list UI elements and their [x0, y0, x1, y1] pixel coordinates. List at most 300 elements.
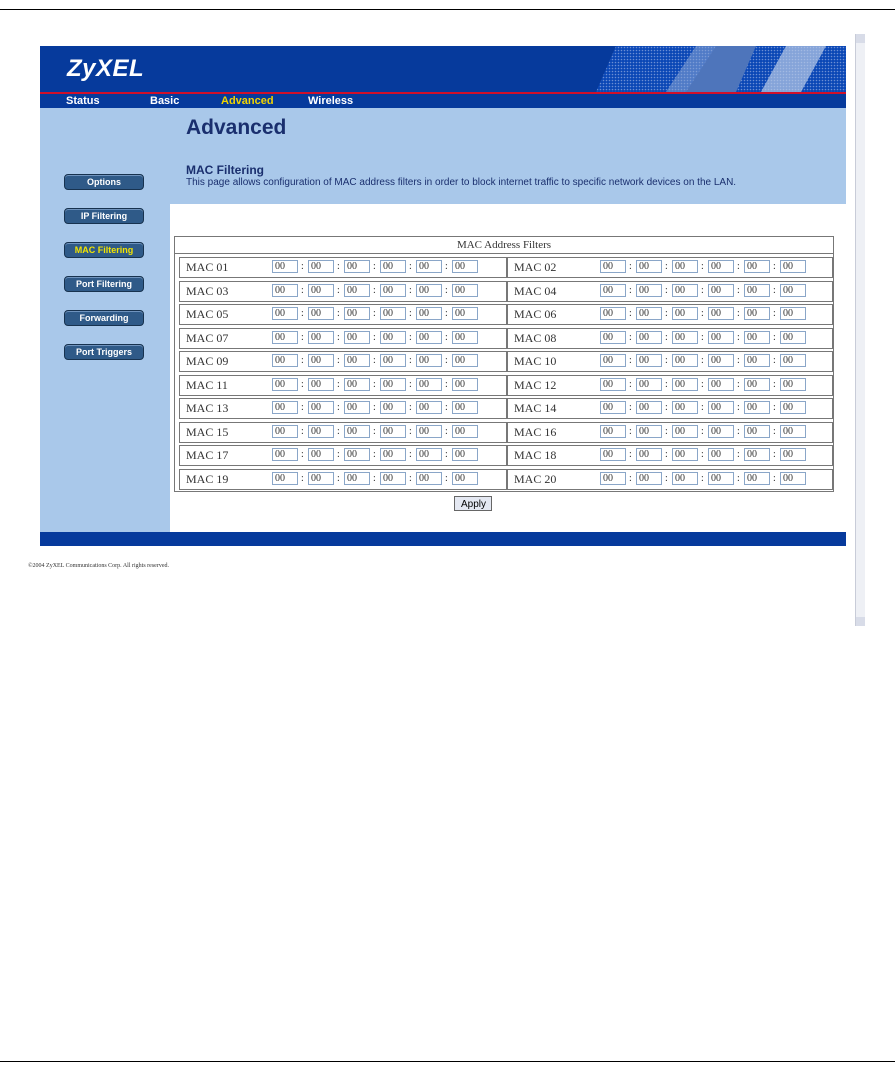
- mac-octet-input[interactable]: [308, 378, 334, 391]
- octet-separator: :: [409, 472, 412, 484]
- mac-octet-input[interactable]: [780, 378, 806, 391]
- mac-octet-input[interactable]: [636, 307, 662, 320]
- octet-separator: :: [301, 355, 304, 366]
- octet-separator: :: [373, 355, 376, 366]
- mac-octet-input[interactable]: [672, 472, 698, 485]
- octet-separator: :: [301, 284, 304, 296]
- octet-separator: :: [409, 425, 412, 437]
- mac-octet-input[interactable]: [416, 354, 442, 367]
- octet-separator: :: [301, 261, 304, 272]
- sidebar: [40, 108, 170, 532]
- octet-separator: :: [337, 355, 340, 366]
- octet-separator: :: [445, 284, 448, 296]
- table-row: [179, 328, 831, 349]
- mac-octet-input[interactable]: [380, 284, 406, 297]
- mac-octet-input[interactable]: [272, 425, 298, 438]
- mac-octet-input[interactable]: [708, 378, 734, 391]
- octet-separator: :: [373, 284, 376, 296]
- octet-separator: :: [301, 308, 304, 319]
- mac-entry: [179, 422, 507, 443]
- octet-separator: :: [701, 472, 704, 484]
- mac-octet-input[interactable]: [672, 354, 698, 367]
- mac-label: MAC 09: [186, 354, 229, 368]
- octet-separator: :: [409, 402, 412, 413]
- mac-octet-input[interactable]: [744, 260, 770, 273]
- mac-octet-input[interactable]: [344, 401, 370, 414]
- octet-separator: :: [701, 355, 704, 366]
- octet-separator: :: [737, 425, 740, 437]
- mac-octet-input[interactable]: [780, 331, 806, 344]
- mac-octet-input[interactable]: [744, 448, 770, 461]
- table-row: [179, 469, 831, 490]
- mac-label: MAC 20: [514, 471, 557, 486]
- mac-label: MAC 13: [186, 401, 229, 415]
- octet-separator: :: [773, 308, 776, 319]
- mac-entry: [507, 257, 833, 278]
- octet-separator: :: [337, 378, 340, 390]
- octet-separator: :: [629, 261, 632, 272]
- mac-octet-input[interactable]: [744, 472, 770, 485]
- mac-octet-input[interactable]: [672, 260, 698, 273]
- mac-entry: [179, 375, 507, 396]
- mac-entry: [179, 281, 507, 302]
- mac-label: MAC 16: [514, 424, 557, 439]
- mac-label: MAC 06: [514, 307, 557, 321]
- nav-wireless[interactable]: Wireless: [308, 95, 354, 107]
- octet-separator: :: [445, 472, 448, 484]
- octet-separator: :: [701, 378, 704, 390]
- mac-octet-input[interactable]: [780, 401, 806, 414]
- mac-octet-input[interactable]: [452, 448, 478, 461]
- octet-separator: :: [409, 308, 412, 319]
- mac-entry: [507, 445, 833, 466]
- octet-separator: :: [701, 331, 704, 343]
- mac-octet-input[interactable]: [636, 354, 662, 367]
- octet-separator: :: [337, 261, 340, 272]
- mac-octet-input[interactable]: [344, 425, 370, 438]
- mac-octet-input[interactable]: [636, 284, 662, 297]
- sidebar-item-port-filtering[interactable]: Port Filtering: [64, 276, 144, 292]
- mac-octet-input[interactable]: [672, 331, 698, 344]
- mac-octet-input[interactable]: [272, 284, 298, 297]
- mac-entry: [179, 469, 507, 490]
- octet-separator: :: [773, 378, 776, 390]
- mac-octet-input[interactable]: [600, 425, 626, 438]
- mac-octet-input[interactable]: [708, 354, 734, 367]
- octet-separator: :: [665, 378, 668, 390]
- apply-button[interactable]: Apply: [454, 496, 492, 511]
- mac-octet-input[interactable]: [308, 425, 334, 438]
- mac-entry: [507, 281, 833, 302]
- mac-label: MAC 12: [514, 377, 557, 392]
- mac-octet-input[interactable]: [672, 401, 698, 414]
- octet-separator: :: [773, 449, 776, 460]
- mac-octet-input[interactable]: [272, 307, 298, 320]
- mac-octet-input[interactable]: [744, 354, 770, 367]
- octet-separator: :: [737, 284, 740, 296]
- mac-address-filters-table: [174, 236, 834, 492]
- table-title: MAC Address Filters: [175, 237, 833, 254]
- mac-octet-input[interactable]: [452, 472, 478, 485]
- mac-octet-input[interactable]: [344, 260, 370, 273]
- table-row: [179, 375, 831, 396]
- sidebar-item-options[interactable]: Options: [64, 174, 144, 190]
- octet-separator: :: [665, 308, 668, 319]
- mac-octet-input[interactable]: [600, 448, 626, 461]
- octet-separator: :: [337, 425, 340, 437]
- mac-octet-input[interactable]: [452, 284, 478, 297]
- mac-octet-input[interactable]: [380, 260, 406, 273]
- mac-octet-input[interactable]: [416, 448, 442, 461]
- octet-separator: :: [445, 402, 448, 413]
- mac-entry: [507, 328, 833, 349]
- mac-octet-input[interactable]: [636, 260, 662, 273]
- octet-separator: :: [701, 284, 704, 296]
- mac-octet-input[interactable]: [780, 472, 806, 485]
- sidebar-item-mac-filtering[interactable]: MAC Filtering: [64, 242, 144, 258]
- octet-separator: :: [373, 425, 376, 437]
- mac-octet-input[interactable]: [708, 331, 734, 344]
- octet-separator: :: [629, 284, 632, 296]
- octet-separator: :: [737, 472, 740, 484]
- mac-octet-input[interactable]: [344, 448, 370, 461]
- octet-separator: :: [701, 261, 704, 272]
- scroll-up-arrow-icon[interactable]: [856, 34, 865, 43]
- octet-separator: :: [301, 449, 304, 460]
- octet-separator: :: [445, 355, 448, 366]
- sidebar-item-forwarding[interactable]: Forwarding: [64, 310, 144, 326]
- mac-octet-input[interactable]: [272, 354, 298, 367]
- octet-separator: :: [629, 378, 632, 390]
- octet-separator: :: [665, 402, 668, 413]
- octet-separator: :: [737, 402, 740, 413]
- footer-bar: [40, 532, 846, 546]
- octet-separator: :: [445, 378, 448, 390]
- octet-separator: :: [665, 472, 668, 484]
- octet-separator: :: [773, 261, 776, 272]
- mac-octet-input[interactable]: [344, 284, 370, 297]
- octet-separator: :: [409, 331, 412, 343]
- octet-separator: :: [301, 331, 304, 343]
- mac-octet-input[interactable]: [452, 378, 478, 391]
- octet-separator: :: [301, 402, 304, 413]
- content-header: [170, 108, 846, 204]
- octet-separator: :: [373, 308, 376, 319]
- mac-octet-input[interactable]: [344, 354, 370, 367]
- mac-label: MAC 04: [514, 283, 557, 298]
- mac-octet-input[interactable]: [780, 307, 806, 320]
- octet-separator: :: [665, 284, 668, 296]
- mac-label: MAC 17: [186, 448, 229, 462]
- mac-octet-input[interactable]: [636, 448, 662, 461]
- mac-octet-input[interactable]: [272, 472, 298, 485]
- mac-octet-input[interactable]: [416, 401, 442, 414]
- mac-octet-input[interactable]: [708, 307, 734, 320]
- mac-octet-input[interactable]: [636, 472, 662, 485]
- mac-octet-input[interactable]: [308, 448, 334, 461]
- mac-octet-input[interactable]: [600, 354, 626, 367]
- mac-octet-input[interactable]: [744, 307, 770, 320]
- mac-octet-input[interactable]: [344, 378, 370, 391]
- octet-separator: :: [337, 331, 340, 343]
- octet-separator: :: [409, 261, 412, 272]
- mac-octet-input[interactable]: [780, 448, 806, 461]
- mac-octet-input[interactable]: [600, 307, 626, 320]
- mac-octet-input[interactable]: [780, 425, 806, 438]
- mac-octet-input[interactable]: [672, 448, 698, 461]
- octet-separator: :: [629, 355, 632, 366]
- octet-separator: :: [773, 331, 776, 343]
- octet-separator: :: [445, 261, 448, 272]
- mac-octet-input[interactable]: [416, 260, 442, 273]
- mac-octet-input[interactable]: [780, 284, 806, 297]
- mac-octet-input[interactable]: [744, 284, 770, 297]
- table-row: [179, 445, 831, 466]
- octet-separator: :: [337, 449, 340, 460]
- octet-separator: :: [665, 261, 668, 272]
- mac-octet-input[interactable]: [780, 260, 806, 273]
- top-rule: [0, 9, 895, 10]
- mac-label: MAC 07: [186, 330, 229, 345]
- mac-octet-input[interactable]: [452, 401, 478, 414]
- mac-octet-input[interactable]: [780, 354, 806, 367]
- octet-separator: :: [701, 308, 704, 319]
- table-row: [179, 281, 831, 302]
- mac-octet-input[interactable]: [452, 260, 478, 273]
- mac-octet-input[interactable]: [708, 284, 734, 297]
- mac-octet-input[interactable]: [380, 378, 406, 391]
- mac-octet-input[interactable]: [600, 331, 626, 344]
- mac-entry: [507, 351, 833, 372]
- octet-separator: :: [445, 308, 448, 319]
- copyright-text: ©2004 ZyXEL Communications Corp. All rights reserved.: [28, 563, 169, 569]
- mac-entry: [507, 375, 833, 396]
- section-title: MAC Filtering: [186, 163, 264, 177]
- octet-separator: :: [665, 331, 668, 343]
- mac-octet-input[interactable]: [416, 307, 442, 320]
- mac-octet-input[interactable]: [272, 331, 298, 344]
- mac-octet-input[interactable]: [708, 472, 734, 485]
- mac-entry: [507, 304, 833, 325]
- table-row: [179, 422, 831, 443]
- mac-octet-input[interactable]: [272, 448, 298, 461]
- octet-separator: :: [629, 308, 632, 319]
- mac-octet-input[interactable]: [708, 425, 734, 438]
- octet-separator: :: [773, 355, 776, 366]
- mac-octet-input[interactable]: [380, 307, 406, 320]
- mac-octet-input[interactable]: [600, 260, 626, 273]
- mac-octet-input[interactable]: [636, 425, 662, 438]
- octet-separator: :: [629, 449, 632, 460]
- mac-octet-input[interactable]: [308, 307, 334, 320]
- mac-octet-input[interactable]: [672, 378, 698, 391]
- nav-status[interactable]: Status: [66, 95, 100, 107]
- octet-separator: :: [665, 449, 668, 460]
- octet-separator: :: [445, 449, 448, 460]
- octet-separator: :: [773, 284, 776, 296]
- octet-separator: :: [337, 308, 340, 319]
- header-banner: [40, 46, 846, 92]
- table-row: [179, 304, 831, 325]
- mac-octet-input[interactable]: [308, 284, 334, 297]
- octet-separator: :: [737, 261, 740, 272]
- mac-octet-input[interactable]: [380, 472, 406, 485]
- nav-basic[interactable]: Basic: [150, 95, 180, 107]
- octet-separator: :: [373, 402, 376, 413]
- octet-separator: :: [773, 402, 776, 413]
- mac-entry: [179, 445, 507, 466]
- zyxel-logo: ZyXEL: [67, 55, 145, 82]
- mac-entry: [507, 422, 833, 443]
- octet-separator: :: [629, 425, 632, 437]
- vertical-scrollbar[interactable]: [855, 34, 865, 626]
- section-description: This page allows configuration of MAC address filters in order to block internet traffic to specific network devices on the LAN.: [186, 177, 737, 188]
- octet-separator: :: [737, 449, 740, 460]
- mac-octet-input[interactable]: [744, 331, 770, 344]
- octet-separator: :: [629, 402, 632, 413]
- mac-octet-input[interactable]: [416, 331, 442, 344]
- page-title: Advanced: [186, 116, 287, 139]
- octet-separator: :: [737, 308, 740, 319]
- mac-label: MAC 14: [514, 401, 557, 415]
- mac-octet-input[interactable]: [636, 331, 662, 344]
- octet-separator: :: [737, 378, 740, 390]
- mac-octet-input[interactable]: [600, 378, 626, 391]
- mac-octet-input[interactable]: [272, 378, 298, 391]
- mac-label: MAC 18: [514, 448, 557, 462]
- octet-separator: :: [301, 425, 304, 437]
- octet-separator: :: [373, 331, 376, 343]
- mac-octet-input[interactable]: [636, 378, 662, 391]
- mac-octet-input[interactable]: [272, 401, 298, 414]
- octet-separator: :: [701, 449, 704, 460]
- octet-separator: :: [737, 331, 740, 343]
- octet-separator: :: [737, 355, 740, 366]
- mac-octet-input[interactable]: [380, 331, 406, 344]
- mac-octet-input[interactable]: [600, 401, 626, 414]
- octet-separator: :: [301, 378, 304, 390]
- mac-label: MAC 05: [186, 307, 229, 321]
- mac-octet-input[interactable]: [344, 307, 370, 320]
- mac-entry: [507, 398, 833, 419]
- octet-separator: :: [409, 378, 412, 390]
- mac-label: MAC 19: [186, 471, 229, 486]
- octet-separator: :: [373, 472, 376, 484]
- octet-separator: :: [629, 472, 632, 484]
- mac-octet-input[interactable]: [416, 472, 442, 485]
- mac-octet-input[interactable]: [308, 401, 334, 414]
- mac-octet-input[interactable]: [344, 472, 370, 485]
- mac-entry: [179, 328, 507, 349]
- octet-separator: :: [373, 261, 376, 272]
- mac-octet-input[interactable]: [380, 401, 406, 414]
- mac-label: MAC 15: [186, 424, 229, 439]
- mac-label: MAC 03: [186, 283, 229, 298]
- mac-octet-input[interactable]: [744, 425, 770, 438]
- table-row: [179, 398, 831, 419]
- octet-separator: :: [337, 284, 340, 296]
- octet-separator: :: [373, 449, 376, 460]
- octet-separator: :: [301, 472, 304, 484]
- nav-advanced[interactable]: Advanced: [221, 95, 274, 107]
- octet-separator: :: [373, 378, 376, 390]
- mac-octet-input[interactable]: [636, 401, 662, 414]
- mac-entry: [179, 257, 507, 278]
- router-page: [40, 46, 846, 546]
- octet-separator: :: [409, 449, 412, 460]
- mac-octet-input[interactable]: [452, 307, 478, 320]
- header-decoration-graphic: [596, 46, 846, 92]
- mac-octet-input[interactable]: [416, 284, 442, 297]
- mac-octet-input[interactable]: [308, 472, 334, 485]
- octet-separator: :: [665, 355, 668, 366]
- mac-octet-input[interactable]: [344, 331, 370, 344]
- mac-octet-input[interactable]: [416, 425, 442, 438]
- scroll-down-arrow-icon[interactable]: [856, 617, 865, 626]
- octet-separator: :: [773, 425, 776, 437]
- octet-separator: :: [629, 331, 632, 343]
- mac-octet-input[interactable]: [744, 378, 770, 391]
- mac-label: MAC 02: [514, 260, 557, 274]
- mac-octet-input[interactable]: [708, 260, 734, 273]
- mac-octet-input[interactable]: [308, 260, 334, 273]
- mac-octet-input[interactable]: [708, 401, 734, 414]
- mac-octet-input[interactable]: [672, 425, 698, 438]
- mac-label: MAC 08: [514, 330, 557, 345]
- octet-separator: :: [409, 355, 412, 366]
- mac-octet-input[interactable]: [600, 284, 626, 297]
- mac-octet-input[interactable]: [672, 284, 698, 297]
- octet-separator: :: [701, 402, 704, 413]
- mac-octet-input[interactable]: [452, 354, 478, 367]
- sidebar-item-port-triggers[interactable]: Port Triggers: [64, 344, 144, 360]
- bottom-rule: [0, 1061, 895, 1062]
- mac-octet-input[interactable]: [380, 425, 406, 438]
- mac-label: MAC 11: [186, 377, 228, 392]
- mac-octet-input[interactable]: [452, 425, 478, 438]
- mac-octet-input[interactable]: [308, 331, 334, 344]
- mac-octet-input[interactable]: [308, 354, 334, 367]
- octet-separator: :: [445, 331, 448, 343]
- octet-separator: :: [701, 425, 704, 437]
- mac-octet-input[interactable]: [272, 260, 298, 273]
- mac-octet-input[interactable]: [380, 354, 406, 367]
- octet-separator: :: [409, 284, 412, 296]
- top-navigation: [40, 92, 846, 108]
- octet-separator: :: [665, 425, 668, 437]
- mac-octet-input[interactable]: [672, 307, 698, 320]
- mac-octet-input[interactable]: [380, 448, 406, 461]
- mac-octet-input[interactable]: [744, 401, 770, 414]
- octet-separator: :: [445, 425, 448, 437]
- mac-entry: [179, 398, 507, 419]
- mac-label: MAC 10: [514, 354, 557, 368]
- mac-entry: [507, 469, 833, 490]
- mac-octet-input[interactable]: [416, 378, 442, 391]
- mac-entry: [179, 351, 507, 372]
- octet-separator: :: [337, 472, 340, 484]
- sidebar-item-ip-filtering[interactable]: IP Filtering: [64, 208, 144, 224]
- octet-separator: :: [773, 472, 776, 484]
- mac-octet-input[interactable]: [708, 448, 734, 461]
- mac-octet-input[interactable]: [452, 331, 478, 344]
- table-row: [179, 351, 831, 372]
- table-row: [179, 257, 831, 278]
- mac-octet-input[interactable]: [600, 472, 626, 485]
- mac-entry: [179, 304, 507, 325]
- octet-separator: :: [337, 402, 340, 413]
- mac-label: MAC 01: [186, 260, 229, 274]
